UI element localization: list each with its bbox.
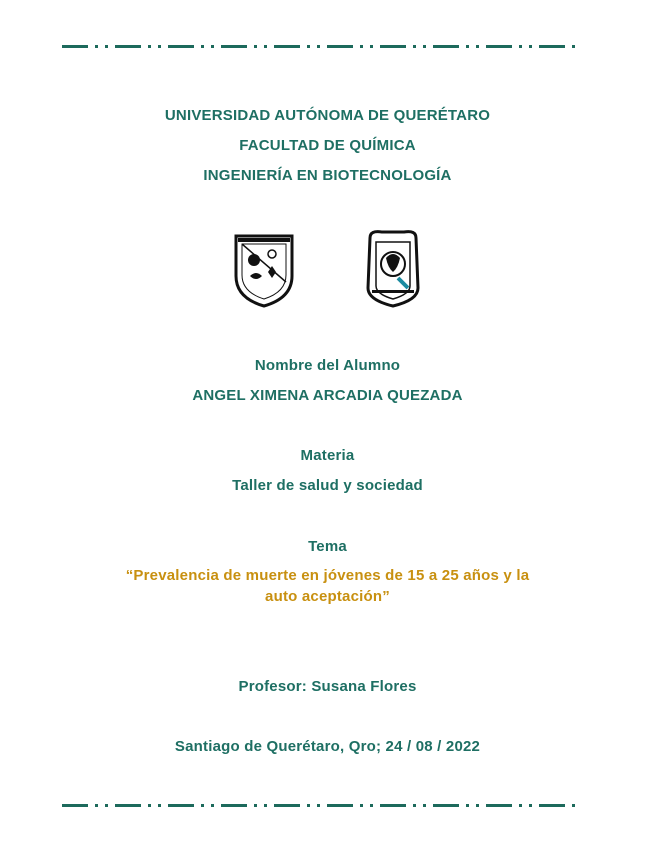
student-name: ANGEL XIMENA ARCADIA QUEZADA <box>192 387 463 404</box>
faculty-seal-icon <box>362 228 424 308</box>
program-title: INGENIERÍA EN BIOTECNOLOGÍA <box>203 167 452 184</box>
bottom-decorative-rule <box>62 803 590 808</box>
subject-name: Taller de salud y sociedad <box>232 477 423 494</box>
place-and-date: Santiago de Querétaro, Qro; 24 / 08 / 2022 <box>174 738 481 755</box>
topic-title-line1: “Prevalencia de muerte en jóvenes de 15 a 25 años y la <box>125 567 530 584</box>
professor-name: Profesor: Susana Flores <box>238 678 417 695</box>
faculty-title: FACULTAD DE QUÍMICA <box>239 137 416 154</box>
university-seal-icon <box>232 232 296 308</box>
university-title: UNIVERSIDAD AUTÓNOMA DE QUERÉTARO <box>164 107 491 124</box>
logos-row <box>0 228 655 314</box>
subject-label: Materia <box>300 447 355 464</box>
student-label: Nombre del Alumno <box>254 357 401 374</box>
topic-title-line2: auto aceptación” <box>265 588 390 605</box>
top-decorative-rule <box>62 44 590 49</box>
topic-label: Tema <box>308 538 347 555</box>
